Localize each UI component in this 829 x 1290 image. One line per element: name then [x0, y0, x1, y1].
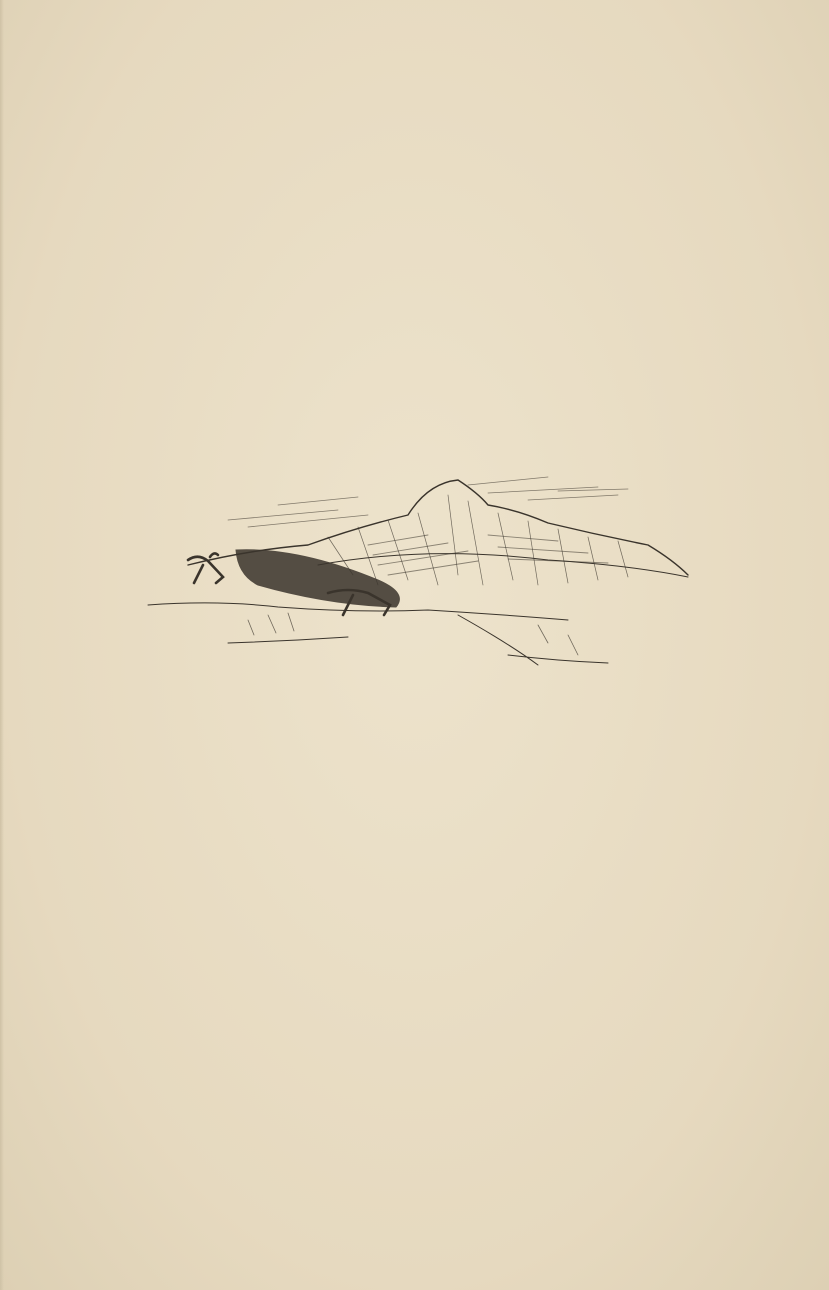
- illustration-ice-hauling: [128, 465, 698, 670]
- running-header: [0, 86, 829, 114]
- page-edge: [0, 0, 4, 1290]
